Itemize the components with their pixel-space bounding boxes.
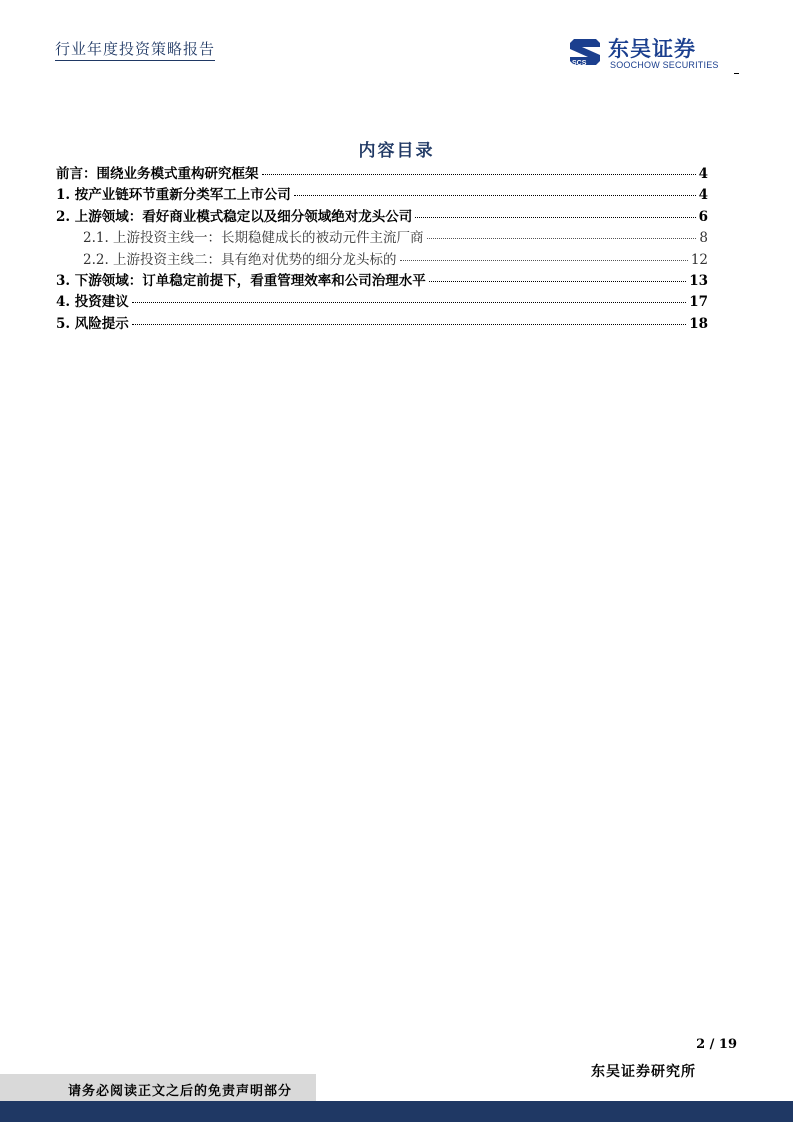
toc-entry-2-2[interactable] (56, 248, 708, 269)
logo-chinese-name: 东吴证券 (608, 37, 696, 61)
logo-english-name: SOOCHOW SECURITIES (610, 60, 719, 70)
toc-entry-label: 4. 投资建议 (56, 294, 129, 311)
toc-entry-page: 17 (689, 294, 708, 311)
toc-entry-page: 4 (698, 187, 708, 204)
toc-entry-label: 前言：围绕业务模式重构研究框架 (56, 166, 259, 182)
toc-title: 内容目录 (358, 141, 435, 161)
toc-entry-5[interactable] (56, 312, 708, 333)
logo-mark-icon (570, 35, 604, 67)
table-of-contents (56, 162, 708, 333)
logo-mark-text: SCS (572, 60, 587, 67)
soochow-logo (570, 33, 740, 73)
toc-leader-dots (427, 238, 697, 239)
toc-entry-3[interactable] (56, 269, 708, 290)
toc-entry-label: 2. 上游领域：看好商业模式稳定以及细分领域绝对龙头公司 (56, 208, 413, 225)
toc-entry-2-1[interactable] (56, 226, 708, 247)
toc-entry-page: 6 (698, 208, 708, 225)
toc-leader-dots (294, 195, 696, 196)
toc-entry-label: 2.1. 上游投资主线一：长期稳健成长的被动元件主流厂商 (83, 230, 424, 247)
page-number: 2 / 19 (696, 1037, 737, 1052)
toc-leader-dots (132, 302, 686, 303)
toc-entry-page: 8 (699, 230, 708, 247)
toc-entry-2[interactable] (56, 205, 708, 226)
toc-entry-preface[interactable] (56, 162, 708, 183)
toc-leader-dots (132, 324, 686, 325)
toc-entry-page: 12 (690, 251, 708, 268)
toc-leader-dots (429, 281, 686, 282)
toc-entry-label: 2.2. 上游投资主线二：具有绝对优势的细分龙头标的 (83, 251, 397, 268)
toc-entry-page: 4 (698, 166, 708, 182)
toc-entry-label: 5. 风险提示 (56, 315, 129, 332)
disclaimer-banner (0, 1074, 316, 1101)
toc-entry-page: 13 (689, 272, 708, 289)
toc-leader-dots (262, 174, 696, 175)
report-type-label: 行业年度投资策略报告 (55, 38, 215, 61)
header-divider (734, 73, 739, 74)
toc-entry-label: 3. 下游领域：订单稳定前提下，看重管理效率和公司治理水平 (56, 272, 426, 289)
toc-entry-page: 18 (689, 315, 708, 332)
footer-bar (0, 1101, 793, 1122)
institute-name: 东吴证券研究所 (591, 1064, 696, 1080)
toc-leader-dots (415, 217, 695, 218)
toc-leader-dots (400, 260, 688, 261)
toc-entry-1[interactable] (56, 183, 708, 204)
toc-entry-label: 1. 按产业链环节重新分类军工上市公司 (56, 187, 291, 204)
disclaimer-text: 请务必阅读正文之后的免责声明部分 (68, 1084, 293, 1099)
toc-entry-4[interactable] (56, 290, 708, 311)
